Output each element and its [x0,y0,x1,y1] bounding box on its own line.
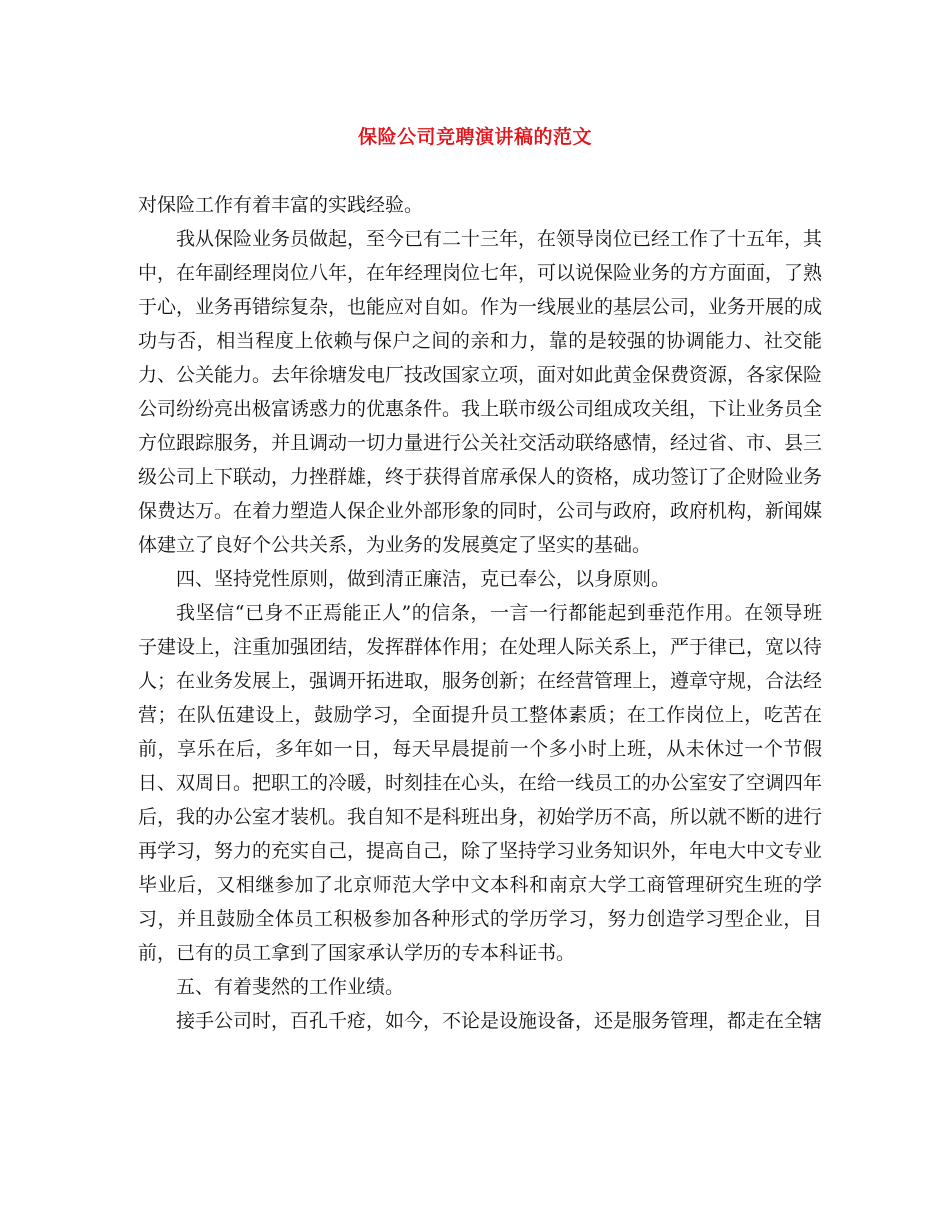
paragraph-1: 对保险工作有着丰富的实践经验。 [138,194,424,216]
paragraph-4: 我坚信“已身不正焉能正人”的信条，一言一行都能起到垂范作用。在领导班子建设上，注重加强团结，发挥群体作用；在处理人际关系上，严于律已，宽以待人；在业务发展上，强调开拓进取，服务创新；在经营管理上，遵章守规，合法经营；在队伍建设上，鼓励学习，全面提升员工整体素质；在工作岗位上，吃苦在前，享乐在后，多年如一日，每天早晨提前一个多小时上班，从未休过一个节假日、双周日。把职工的冷暖，时刻挂在心头，在给一线员工的办公室安了空调四年后，我的办公室才装机。我自知不是科班出身，初始学历不高，所以就不断的进行再学习，努力的充实自己，提高自己，除了坚持学习业务知识外，年电大中文专业毕业后，又相继参加了北京师范大学中文本科和南京大学工商管理研究生班的学习，并且鼓励全体员工积极参加各种形式的学历学习，努力创造学习型企业，目前，已有的员工拿到了国家承认学历的专本科证书。 [138,602,823,964]
paragraph-3: 四、坚持党性原则，做到清正廉洁，克已奉公，以身原则。 [176,568,671,590]
document-body [138,188,822,1038]
paragraph-6: 接手公司时，百孔千疮，如今，不论是设施设备，还是服务管理，都走在全辖 [176,1010,823,1032]
paragraph-5: 五、有着斐然的工作业绩。 [176,976,405,998]
document-title: 保险公司竞聘演讲稿的范文 [357,126,592,148]
paragraph-2: 我从保险业务员做起，至今已有二十三年，在领导岗位已经工作了十五年，其中，在年副经理岗位八年，在年经理岗位七年，可以说保险业务的方方面面，了熟于心，业务再错综复杂，也能应对自如。作为一线展业的基层公司，业务开展的成功与否，相当程度上依赖与保户之间的亲和力，靠的是较强的协调能力、社交能力、公关能力。去年徐塘发电厂技改国家立项，面对如此黄金保费资源，各家保险公司纷纷亮出极富诱惑力的优惠条件。我上联市级公司组成攻关组，下让业务员全方位跟踪服务，并且调动一切力量进行公关社交活动联络感情，经过省、市、县三级公司上下联动，力挫群雄，终于获得首席承保人的资格，成功签订了企财险业务保费达万。在着力塑造人保企业外部形象的同时，公司与政府，政府机构，新闻媒体建立了良好个公共关系，为业务的发展奠定了坚实的基础。 [138,228,823,556]
